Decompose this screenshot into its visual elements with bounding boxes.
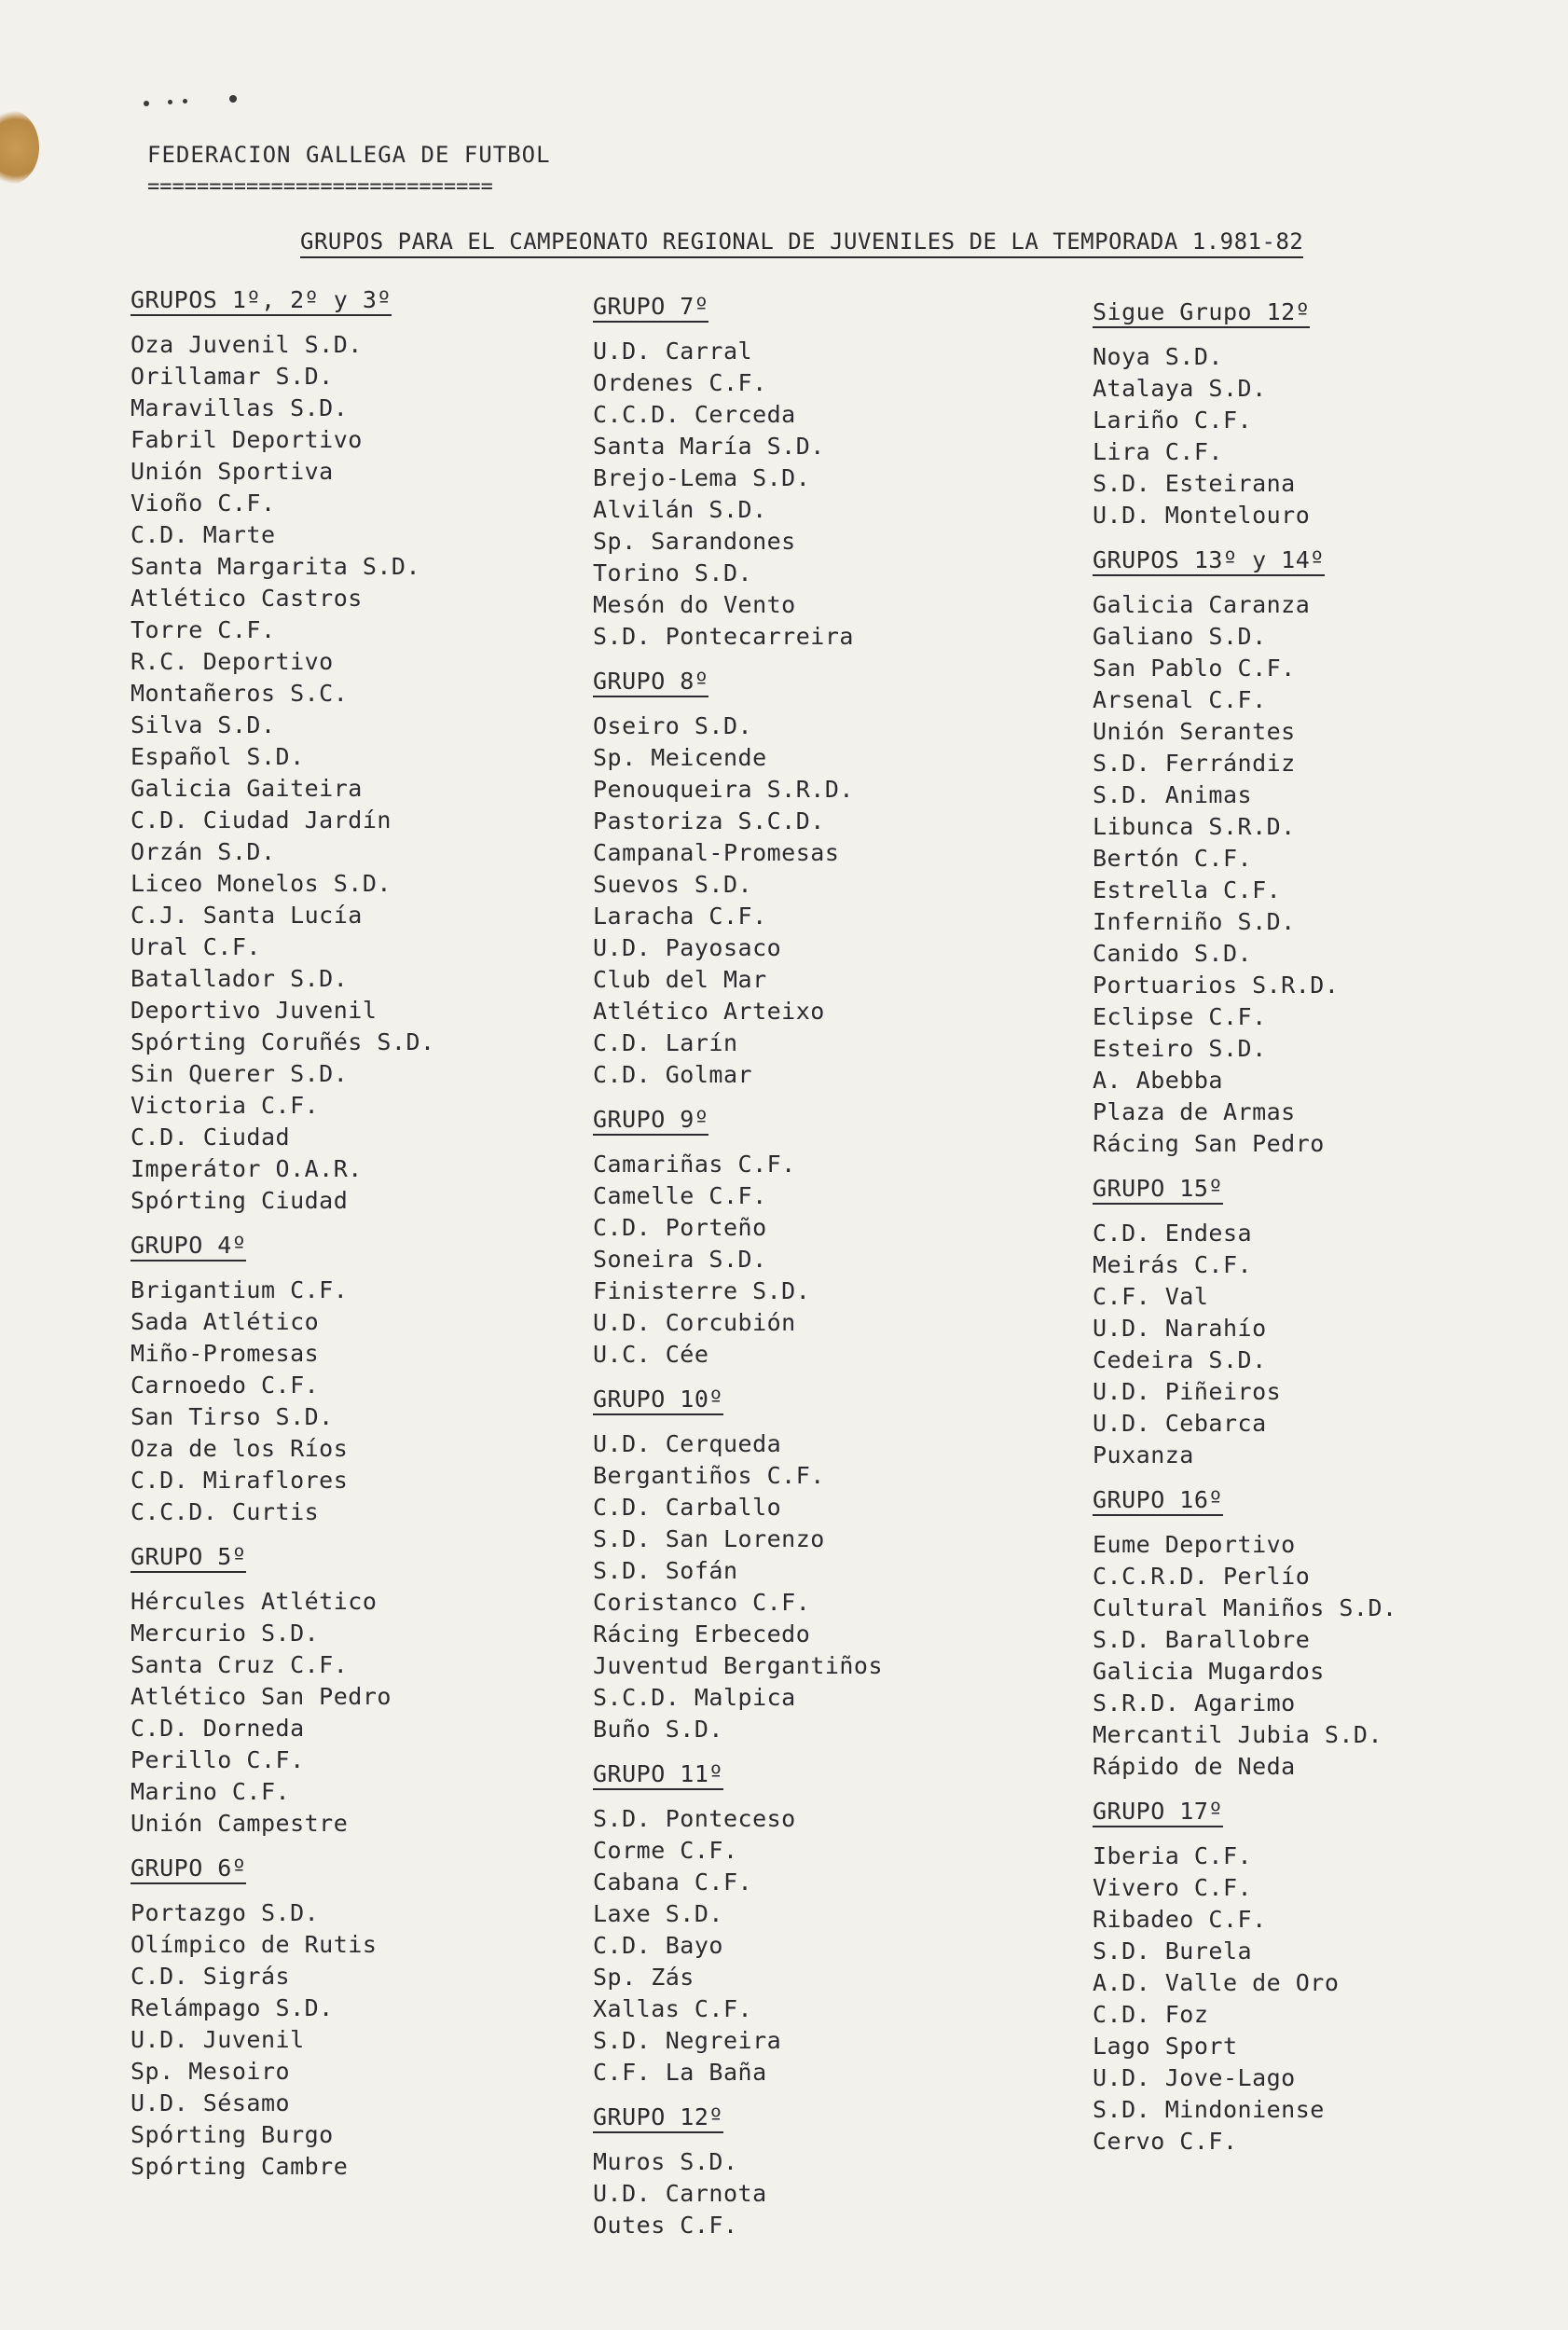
group-block [593, 1104, 883, 1371]
team-item: Español S.D. [131, 743, 305, 770]
team-item: Ural C.F. [131, 933, 261, 960]
organization-name: FEDERACION GALLEGA DE FUTBOL [147, 142, 551, 168]
team-item: Coristanco C.F. [593, 1589, 811, 1616]
team-item: Olímpico de Rutis [131, 1931, 378, 1958]
team-item: Unión Sportiva [131, 458, 334, 485]
team-item: San Pablo C.F. [1093, 655, 1296, 682]
team-list [131, 1586, 435, 1840]
team-item: Eclipse C.F. [1093, 1003, 1267, 1030]
team-item: C.D. Ciudad Jardín [131, 807, 392, 834]
team-item: Galicia Gaiteira [131, 775, 363, 802]
team-item: Soneira S.D. [593, 1246, 767, 1273]
team-item: Torre C.F. [131, 616, 276, 643]
team-item: Rácing San Pedro [1093, 1130, 1325, 1157]
document-title: GRUPOS PARA EL CAMPEONATO REGIONAL DE JUVENILES DE LA TEMPORADA 1.981-82 [300, 228, 1303, 258]
team-list [1093, 1841, 1397, 2158]
team-item: C.D. Bayo [593, 1932, 723, 1959]
team-item: Oza de los Ríos [131, 1435, 349, 1462]
team-item: Laracha C.F. [593, 903, 767, 930]
team-item: Arsenal C.F. [1093, 686, 1267, 713]
team-item: Meirás C.F. [1093, 1251, 1253, 1278]
team-item: S.D. Ferrándiz [1093, 750, 1296, 777]
team-item: S.D. Barallobre [1093, 1626, 1311, 1653]
team-item: Miño-Promesas [131, 1340, 320, 1367]
team-item: S.C.D. Malpica [593, 1684, 796, 1711]
team-item: Atlético Castros [131, 585, 363, 612]
team-item: S.D. San Lorenzo [593, 1525, 825, 1552]
team-item: C.D. Dorneda [131, 1715, 305, 1742]
column-1 [131, 284, 435, 2196]
team-item: C.D. Foz [1093, 2001, 1209, 2028]
group-title: GRUPO 10º [593, 1386, 723, 1415]
team-item: Estrella C.F. [1093, 876, 1282, 903]
team-item: U.D. Sésamo [131, 2089, 291, 2116]
team-item: Spórting Coruñés S.D. [131, 1028, 435, 1055]
group-block [1093, 1173, 1397, 1471]
team-item: Deportivo Juvenil [131, 997, 378, 1024]
team-item: C.D. Sigrás [131, 1963, 291, 1990]
team-item: U.D. Cebarca [1093, 1410, 1267, 1437]
team-item: Camelle C.F. [593, 1182, 767, 1209]
group-block [131, 1853, 435, 2183]
group-title: GRUPO 6º [131, 1854, 246, 1884]
team-item: Victoria C.F. [131, 1092, 320, 1119]
team-item: Sp. Meicende [593, 744, 767, 771]
team-item: U.D. Corcubión [593, 1309, 796, 1336]
team-list [131, 1897, 435, 2183]
team-item: Atalaya S.D. [1093, 375, 1267, 402]
team-item: Rácing Erbecedo [593, 1620, 811, 1648]
group-block [1093, 296, 1397, 531]
team-item: S.D. Mindoniense [1093, 2096, 1325, 2123]
team-item: Noya S.D. [1093, 343, 1223, 370]
team-item: Cabana C.F. [593, 1868, 753, 1896]
team-item: U.D. Jove-Lago [1093, 2064, 1296, 2091]
team-item: U.D. Piñeiros [1093, 1378, 1282, 1405]
team-item: Inferniño S.D. [1093, 908, 1296, 935]
team-item: Cervo C.F. [1093, 2128, 1238, 2155]
group-title: GRUPO 12º [593, 2103, 723, 2133]
group-title: GRUPO 4º [131, 1232, 246, 1262]
group-block [131, 1541, 435, 1840]
group-block [1093, 545, 1397, 1160]
team-item: Cedeira S.D. [1093, 1346, 1267, 1373]
team-item: Pastoriza S.C.D. [593, 807, 825, 834]
team-item: C.C.D. Curtis [131, 1498, 320, 1525]
team-item: Suevos S.D. [593, 871, 753, 898]
team-item: C.D. Ciudad [131, 1124, 291, 1151]
team-item: S.R.D. Agarimo [1093, 1689, 1296, 1716]
team-item: Juventud Bergantiños [593, 1652, 884, 1679]
group-title: GRUPO 17º [1093, 1798, 1223, 1827]
team-item: Canido S.D. [1093, 940, 1253, 967]
group-block [1093, 1796, 1397, 2158]
team-item: San Tirso S.D. [131, 1403, 334, 1430]
team-item: Liceo Monelos S.D. [131, 870, 392, 897]
team-item: Camariñas C.F. [593, 1151, 796, 1178]
team-item: S.D. Sofán [593, 1557, 738, 1584]
team-item: Plaza de Armas [1093, 1098, 1296, 1125]
team-item: Eume Deportivo [1093, 1531, 1296, 1558]
team-item: C.F. Val [1093, 1283, 1209, 1310]
team-item: Oseiro S.D. [593, 712, 753, 739]
team-item: Lira C.F. [1093, 438, 1223, 465]
team-list [1093, 341, 1397, 531]
group-title: GRUPOS 1º, 2º y 3º [131, 286, 392, 316]
team-item: Portazgo S.D. [131, 1899, 320, 1926]
team-item: U.D. Juvenil [131, 2026, 305, 2053]
team-item: S.D. Negreira [593, 2027, 782, 2054]
team-item: Cultural Maniños S.D. [1093, 1594, 1397, 1621]
group-title: GRUPO 16º [1093, 1486, 1223, 1516]
group-block [131, 1230, 435, 1528]
team-item: Club del Mar [593, 966, 767, 993]
team-item: Sin Querer S.D. [131, 1060, 349, 1087]
team-list [131, 1275, 435, 1528]
team-item: Vivero C.F. [1093, 1874, 1253, 1901]
team-item: Bertón C.F. [1093, 845, 1253, 872]
team-item: Spórting Cambre [131, 2153, 349, 2180]
team-item: Bergantiños C.F. [593, 1462, 825, 1489]
group-title: GRUPO 9º [593, 1106, 708, 1136]
team-item: Atlético San Pedro [131, 1683, 392, 1710]
team-item: Alvilán S.D. [593, 496, 767, 523]
team-item: Maravillas S.D. [131, 394, 349, 421]
team-item: S.D. Burela [1093, 1937, 1253, 1965]
team-item: Campanal-Promesas [593, 839, 840, 866]
team-item: Sp. Zás [593, 1964, 695, 1991]
team-item: Ordenes C.F. [593, 369, 767, 396]
team-list [593, 1149, 883, 1371]
team-item: S.D. Ponteceso [593, 1805, 796, 1832]
team-item: Muros S.D. [593, 2148, 738, 2175]
team-item: Santa Cruz C.F. [131, 1651, 349, 1678]
team-item: C.D. Carballo [593, 1494, 782, 1521]
team-item: C.D. Marte [131, 521, 276, 548]
team-list [1093, 1529, 1397, 1783]
group-title: GRUPO 5º [131, 1543, 246, 1573]
team-item: Unión Campestre [131, 1810, 349, 1837]
team-item: Imperátor O.A.R. [131, 1155, 363, 1182]
team-item: C.F. La Baña [593, 2059, 767, 2086]
team-item: Mercurio S.D. [131, 1620, 320, 1647]
team-item: U.C. Cée [593, 1341, 709, 1368]
team-item: Galicia Mugardos [1093, 1658, 1325, 1685]
team-item: A.D. Valle de Oro [1093, 1969, 1340, 1996]
team-item: Marino C.F. [131, 1778, 291, 1805]
team-item: Mercantil Jubia S.D. [1093, 1721, 1383, 1748]
team-item: Sp. Sarandones [593, 528, 796, 555]
team-item: Vioño C.F. [131, 489, 276, 517]
team-item: S.D. Pontecarreira [593, 623, 854, 650]
team-item: C.D. Miraflores [131, 1467, 349, 1494]
team-item: Hércules Atlético [131, 1588, 378, 1615]
team-item: Iberia C.F. [1093, 1842, 1253, 1869]
team-item: C.D. Larín [593, 1029, 738, 1056]
group-block [593, 291, 883, 653]
team-item: Spórting Ciudad [131, 1187, 349, 1214]
team-item: Corme C.F. [593, 1837, 738, 1864]
team-item: U.D. Narahío [1093, 1315, 1267, 1342]
group-block [1093, 1484, 1397, 1783]
team-list [593, 1803, 883, 2089]
team-item: Torino S.D. [593, 559, 753, 586]
team-item: U.D. Carral [593, 338, 753, 365]
team-item: Lariño C.F. [1093, 407, 1253, 434]
team-item: Outes C.F. [593, 2212, 738, 2239]
group-block [593, 2102, 883, 2241]
group-block [593, 1758, 883, 2089]
team-item: Atlético Arteixo [593, 998, 825, 1025]
team-item: Orzán S.D. [131, 838, 276, 865]
group-title: GRUPO 8º [593, 668, 708, 697]
team-item: Rápido de Neda [1093, 1753, 1296, 1780]
team-item: C.D. Porteño [593, 1214, 767, 1241]
team-item: Libunca S.R.D. [1093, 813, 1296, 840]
team-list [1093, 589, 1397, 1160]
team-item: U.D. Montelouro [1093, 502, 1311, 529]
team-item: Portuarios S.R.D. [1093, 972, 1340, 999]
team-item: Lago Sport [1093, 2033, 1238, 2060]
group-title: GRUPO 7º [593, 293, 708, 323]
team-list [593, 710, 883, 1091]
ink-specks [140, 93, 252, 112]
team-item: Mesón do Vento [593, 591, 796, 618]
team-item: Laxe S.D. [593, 1900, 723, 1927]
team-item: Carnoedo C.F. [131, 1372, 320, 1399]
team-item: U.D. Cerqueda [593, 1430, 782, 1457]
group-title: GRUPO 11º [593, 1760, 723, 1790]
team-item: C.D. Endesa [1093, 1220, 1253, 1247]
team-item: C.D. Golmar [593, 1061, 753, 1088]
team-item: Montañeros S.C. [131, 680, 349, 707]
team-list [131, 329, 435, 1217]
team-item: Xallas C.F. [593, 1995, 753, 2022]
team-item: Brigantium C.F. [131, 1276, 349, 1303]
group-block [131, 284, 435, 1217]
team-item: Penouqueira S.R.D. [593, 776, 854, 803]
team-list [593, 336, 883, 653]
group-title: GRUPOS 13º y 14º [1093, 546, 1325, 576]
team-item: R.C. Deportivo [131, 648, 334, 675]
team-item: C.C.D. Cerceda [593, 401, 796, 428]
team-item: Finisterre S.D. [593, 1277, 811, 1304]
team-item: Relámpago S.D. [131, 1994, 334, 2021]
group-title: Sigue Grupo 12º [1093, 298, 1310, 328]
team-item: Sada Atlético [131, 1308, 320, 1335]
team-item: Santa María S.D. [593, 433, 825, 460]
team-item: Spórting Burgo [131, 2121, 334, 2148]
team-item: Esteiro S.D. [1093, 1035, 1267, 1062]
team-list [593, 2146, 883, 2241]
team-item: Buño S.D. [593, 1716, 723, 1743]
team-item: Orillamar S.D. [131, 363, 334, 390]
team-item: Santa Margarita S.D. [131, 553, 421, 580]
team-item: Puxanza [1093, 1441, 1194, 1468]
group-title: GRUPO 15º [1093, 1175, 1223, 1205]
team-list [1093, 1218, 1397, 1471]
team-item: A. Abebba [1093, 1067, 1223, 1094]
team-item: Fabril Deportivo [131, 426, 363, 453]
column-3 [1093, 296, 1397, 2171]
organization-underline: ============================ [147, 175, 493, 199]
team-item: S.D. Esteirana [1093, 470, 1296, 497]
team-item: U.D. Payosaco [593, 934, 782, 961]
column-2 [593, 291, 883, 2254]
team-item: Brejo-Lema S.D. [593, 464, 811, 491]
team-item: C.J. Santa Lucía [131, 902, 363, 929]
group-block [593, 666, 883, 1091]
punch-hole-stain [0, 110, 39, 185]
team-item: Batallador S.D. [131, 965, 349, 992]
team-item: Perillo C.F. [131, 1746, 305, 1773]
team-item: C.C.R.D. Perlío [1093, 1563, 1311, 1590]
team-item: Silva S.D. [131, 711, 276, 738]
team-item: Ribadeo C.F. [1093, 1906, 1267, 1933]
team-item: Unión Serantes [1093, 718, 1296, 745]
team-item: Galiano S.D. [1093, 623, 1267, 650]
team-item: Sp. Mesoiro [131, 2058, 291, 2085]
team-item: U.D. Carnota [593, 2180, 767, 2207]
group-block [593, 1384, 883, 1745]
team-item: S.D. Animas [1093, 781, 1253, 808]
team-item: Oza Juvenil S.D. [131, 331, 363, 358]
team-list [593, 1428, 883, 1745]
team-item: Galicia Caranza [1093, 591, 1311, 618]
